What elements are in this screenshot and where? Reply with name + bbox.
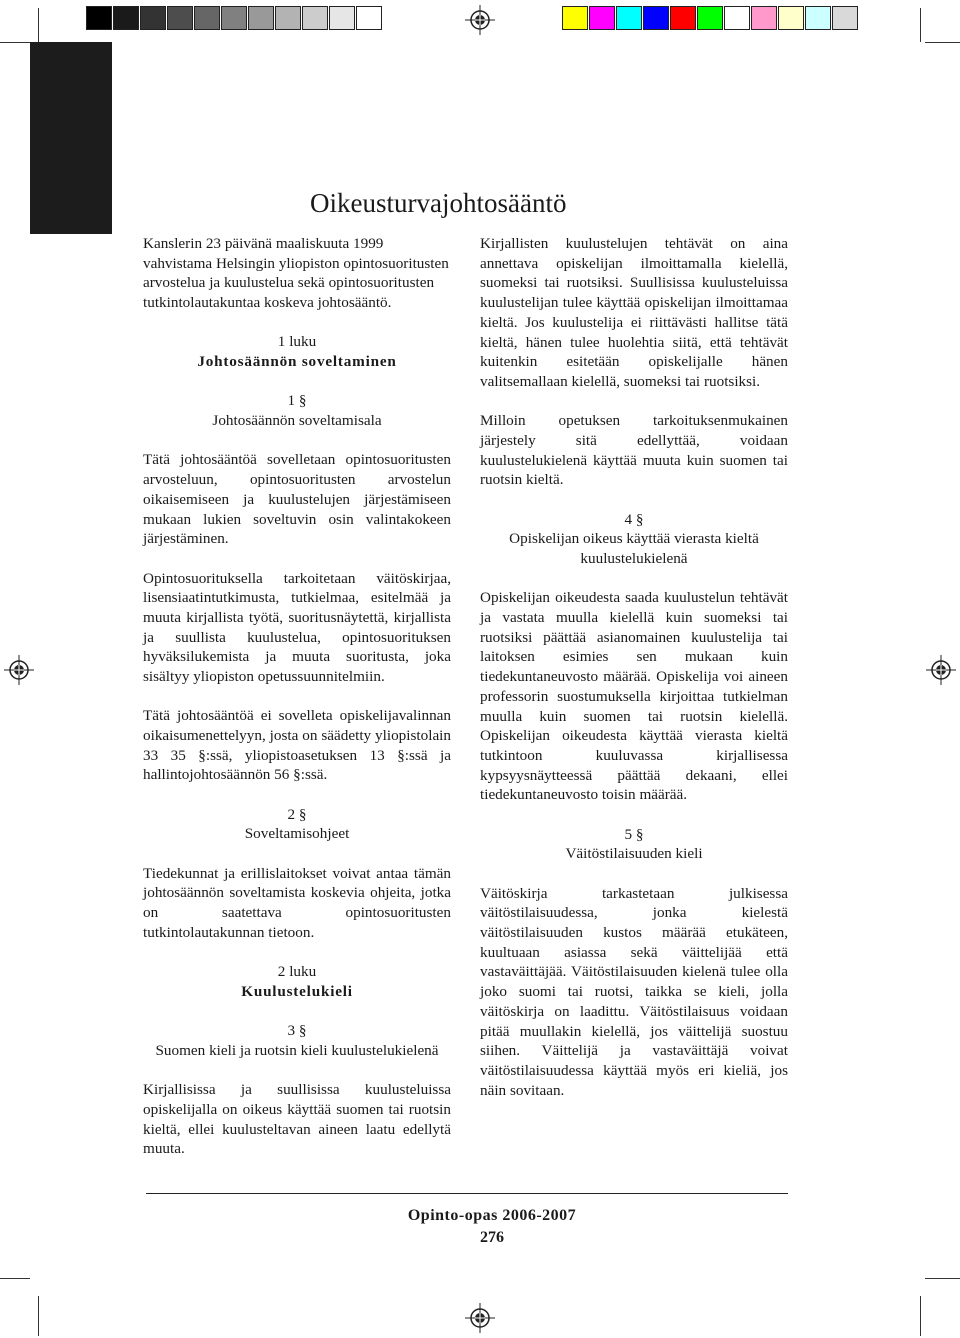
color-swatch <box>302 6 328 30</box>
crop-mark <box>38 1296 39 1336</box>
crop-mark <box>925 42 960 43</box>
color-swatch <box>167 6 193 30</box>
color-swatch <box>697 6 723 30</box>
section-title: Väitöstilaisuuden kieli <box>565 845 703 863</box>
crop-mark <box>920 8 921 42</box>
color-swatch <box>589 6 615 30</box>
section-title: Johtosäännön soveltamisala <box>212 412 382 430</box>
registration-mark-icon <box>465 5 495 35</box>
section-number: 2 § <box>287 805 307 823</box>
color-swatch <box>643 6 669 30</box>
registration-mark-icon <box>465 1303 495 1333</box>
color-swatch <box>329 6 355 30</box>
paragraph: Opiskelijan oikeudesta saada kuulustelun tehtävät ja vastata muulla kielellä kuin suomeksi tai ruotsiksi päättää asianomainen kuulustelija tai laitoksen esimies sen mukaan kuin tiedekuntaneuvosto määrää. Opiskelija voi aineen professorin suostumuksella kirjoittaa tutkielman muulla kuin suomen tai ruotsin kielellä. Opiskelijan oikeudesta käyttää vierasta kieltä tutkintoon kuuluvassa kirjallisessa kypsyysnäytteessä päättää dekaani, ellei tiedekuntaneuvosto toisin määrää. <box>480 589 788 804</box>
registration-mark-icon <box>926 655 956 685</box>
color-swatch <box>356 6 382 30</box>
registration-mark-icon <box>4 655 34 685</box>
section-number: 4 § <box>624 510 644 528</box>
paragraph: Milloin opetuksen tarkoituksenmukainen järjestely sitä edellyttää, voidaan kuulustelukielenä käyttää muuta kuin suomen tai ruotsin kieltä. <box>480 412 788 489</box>
paragraph: Kirjallisissa ja suullisissa kuulusteluissa opiskelijalla on oikeus käyttää suomen tai ruotsin kieltä, ellei kuulusteltavan aineen laatu edellytä muuta. <box>143 1081 451 1158</box>
color-swatch <box>562 6 588 30</box>
chapter-number: 2 luku <box>277 963 317 981</box>
section-number: 3 § <box>287 1022 307 1040</box>
color-swatch <box>724 6 750 30</box>
crop-mark <box>38 8 39 42</box>
page-number: 276 <box>480 1229 504 1246</box>
color-swatch <box>616 6 642 30</box>
color-swatch <box>248 6 274 30</box>
chapter-title: Johtosäännön soveltaminen <box>197 353 397 371</box>
intro-paragraph: Kanslerin 23 päivänä maaliskuuta 1999 vahvistama Helsingin yliopiston opintosuoritusten arvostelua ja kuulustelua sekä opintosuoritusten tutkintolautakuntaa koskeva johtosääntö. <box>143 235 449 312</box>
paragraph: Tätä johtosääntöä ei sovelleta opiskelijavalinnan oikaisumenettelyyn, josta on säädetty yliopistolain 33 35 §:ssä, yliopistoasetuksen 13 §:ssä ja hallintojohtosäännön 56 §:ssä. <box>143 707 451 784</box>
color-swatch <box>670 6 696 30</box>
black-tab <box>30 42 112 234</box>
color-swatch <box>221 6 247 30</box>
left-column <box>143 234 451 1159</box>
section-number: 1 § <box>287 392 307 410</box>
crop-mark <box>920 1296 921 1336</box>
crop-mark <box>925 1278 960 1279</box>
paragraph: Tätä johtosääntöä sovelletaan opintosuoritusten arvosteluun, opintosuoritusten arvostelun oikaisemiseen ja kuulustelujen järjestämiseen mukaan lukien soveltuvin osin valintakokeen järjestäminen. <box>143 451 451 548</box>
color-swatch <box>194 6 220 30</box>
color-swatch <box>832 6 858 30</box>
color-swatch <box>140 6 166 30</box>
color-swatch <box>275 6 301 30</box>
chapter-title: Kuulustelukieli <box>241 982 353 1000</box>
color-swatch <box>86 6 112 30</box>
paragraph: Kirjallisten kuulustelujen tehtävät on aina annettava opiskelijan ilmoittamalla kielellä, suomeksi tai ruotsiksi. Suullisissa kuulusteluissa kuulustelijan tulee käyttää opiskelijan ilmoittamaa kieltä. Jos kuulustelija ei riittävästi hallitse tätä kieltä, hänen tulee huolehtia siitä, että tehtävät kuitenkin esitetään opiskelijalle hänen valitsemallaan kielellä, suomeksi tai ruotsiksi. <box>480 235 788 390</box>
right-column <box>480 234 788 1100</box>
color-swatch <box>805 6 831 30</box>
footer-rule <box>146 1193 788 1194</box>
page-title: Oikeusturvajohtosääntö <box>310 188 567 219</box>
section-title: Opiskelijan oikeus käyttää vierasta kieltä kuulustelukielenä <box>509 530 759 568</box>
chapter-number: 1 luku <box>277 333 317 351</box>
color-swatch <box>113 6 139 30</box>
paragraph: Tiedekunnat ja erillislaitokset voivat antaa tämän johtosäännön soveltamista koskevia ohjeita, jotka on saatettava opintosuoritusten tutkintolautakunnan tietoon. <box>143 864 451 941</box>
section-number: 5 § <box>624 825 644 843</box>
paragraph: Opintosuorituksella tarkoitetaan väitöskirjaa, lisensiaatintutkimusta, tutkielmaa, esitelmää ja muuta kirjallista työtä, suoritusnäytettä, kirjallista ja suullista kuulustelua, opintosuorituksen hyväksilukemista ja muuta suoritusta, joka sisältyy yliopiston opetussuunnitelmiin. <box>143 569 451 686</box>
paragraph: Väitöskirja tarkastetaan julkisessa väitöstilaisuudessa, jonka kielestä väitöstilaisuuden kustos määrää etukäteen, kuultuaan asiassa sekä väittelijää että vastaväittäjää. Väitöstilaisuuden kielenä tulee olla joko suomi tai ruotsi, taikka se kieli, jolla väitöskirja on laadittu. Väitöstilaisuus voidaan pitää muullakin kielellä, jos väittelijä suostuu siihen. Väittelijä ja vastaväittäjä voivat väitöstilaisuudessa käyttää myös eri kieliä, jos näin sovitaan. <box>480 884 788 1099</box>
footer-publication: Opinto-opas 2006-2007 <box>407 1207 577 1224</box>
crop-mark <box>0 42 30 43</box>
color-swatch <box>751 6 777 30</box>
section-title: Soveltamisohjeet <box>244 825 350 843</box>
section-title: Suomen kieli ja ruotsin kieli kuulustelukielenä <box>155 1041 439 1059</box>
color-swatch <box>778 6 804 30</box>
crop-mark <box>0 1278 30 1279</box>
